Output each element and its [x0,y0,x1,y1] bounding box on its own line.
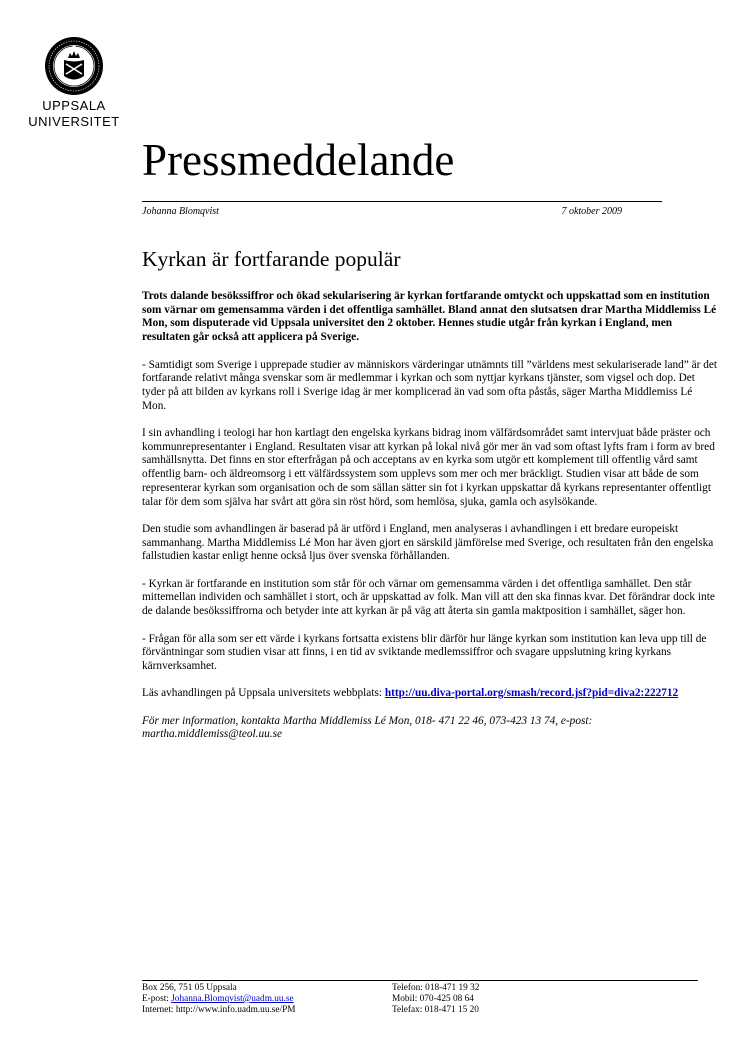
footer-phone: Telefon: 018-471 19 32 [392,983,480,993]
body-paragraph: - Frågan för alla som ser ett värde i kyrkans fortsatta existens blir därför hur länge kyrkan som institution kan leva upp till de förväntningar som studien visar att finns, i en tid av sviktande medlemssiffror och svagare uppslutning kring kyrkans kärnverksamhet. [142,632,707,672]
footer-fax: Telefax: 018-471 15 20 [392,1004,479,1015]
byline [142,205,622,218]
contact-info: För mer information, kontakta Martha Middlemiss Lé Mon, 018- 471 22 46, 073-423 13 74, e-post: martha.middlemiss@teol.uu.se [142,714,593,741]
body-paragraph: - Samtidigt som Sverige i upprepade studier av människors värderingar utnämnts till ”världens mest sekulariserade land” är det fortfarande relativt många svenskar som är medlemmar i kyrkan och som nyttjar kyrkans tjänster, som vigsel och dop. Det tyder på att bilden av kyrkans roll i Sverige idag är mer komplicerad än vad som ofta påstås, säger Martha Middlemiss Lé Mon. [142,358,718,412]
body-paragraph: I sin avhandling i teologi har hon kartlagt den engelska kyrkans bidrag inom välfärdsområdet samt intervjuat både präster och kommunrepresentanter i England. Resultaten visar att kyrkan på lokal nivå gör mer än vad som oftast lyfts fram i form av bred samhällsnytta. Det finns en stor efterfrågan på och acceptans av en kyrka som utgör ett komplement till offentlig vård samt offentlig barn- och äldreomsorg i ett välfärdssystem som upplevs som mer och mer bräckligt. Studien visar att både de som representerar kyrkan som organisation och de som sällan sätter sin fot i kyrkan uppskattar då kyrkans representanter offentligt talar för dem som själva har svårt att göra sin röst hörd, som hemlösa, sjuka, gamla och asylsökande. [142,427,715,508]
footer-internet: Internet: http://www.info.uadm.uu.se/PM [142,1004,296,1015]
author: Johanna Blomqvist [142,206,219,217]
thesis-link-paragraph [142,687,718,701]
header-divider [142,201,662,202]
body-paragraph: - Kyrkan är fortfarande en institution som står för och värnar om gemensamma värden i det offentliga samhället. Den står mittemellan individen och samhället i stort, och är uppskattad av folk. Man vill att den ska finnas kvar. Det förändrar dock inte de dalande besökssiffrorna och betyder inte att kyrkan är på väg att återta sin gamla maktposition i samhället, säger hon. [142,577,715,618]
footer-email-label: E-post: [142,993,172,1004]
footer-mobile: Mobil: 070-425 08 64 [392,993,474,1004]
university-name-line1: UPPSALA [42,98,106,113]
footer-divider [142,980,698,981]
body-paragraph: Den studie som avhandlingen är baserad på är utförd i England, men analyseras i avhandlingen i ett bredare europeiskt sammanhang. Martha Middlemiss Lé Mon har även gjort en särskild jämförelse med Sverige, och resultaten från den engelska fallstudien kastar enligt henne också ljus över svenska förhållanden. [142,522,714,563]
page-title: Pressmeddelande [142,135,455,185]
footer-phone-block [392,983,479,1015]
footer-email-line [142,994,296,1005]
university-name-line2: UNIVERSITET [28,114,120,129]
lead-paragraph: Trots dalande besökssiffror och ökad sekularisering är kyrkan fortfarande omtyckt och uppskattad som en institution som värnar om gemensamma värden i det offentliga samhället. Bland annat den slutsatsen drar Martha Middlemiss Lé Mon, som disputerade vid Uppsala universitet den 2 oktober. Hennes studie utgår från kyrkan i England, men resultaten går också att applicera på Sverige. [142,290,717,344]
thesis-link-intro: Läs avhandlingen på Uppsala universitets webbplats: [142,687,385,700]
footer-address: Box 256, 751 05 Uppsala [142,983,237,993]
footer-address-block [142,983,296,1015]
university-seal-logo [44,36,104,96]
article-body [142,290,718,756]
article-heading: Kyrkan är fortfarande populär [142,247,401,271]
publish-date: 7 oktober 2009 [561,206,622,217]
footer-email-link[interactable]: Johanna.Blomqvist@uadm.uu.se [171,993,294,1004]
university-name [0,98,148,130]
thesis-link[interactable]: http://uu.diva-portal.org/smash/record.jsf?pid=diva2:222712 [384,687,679,700]
